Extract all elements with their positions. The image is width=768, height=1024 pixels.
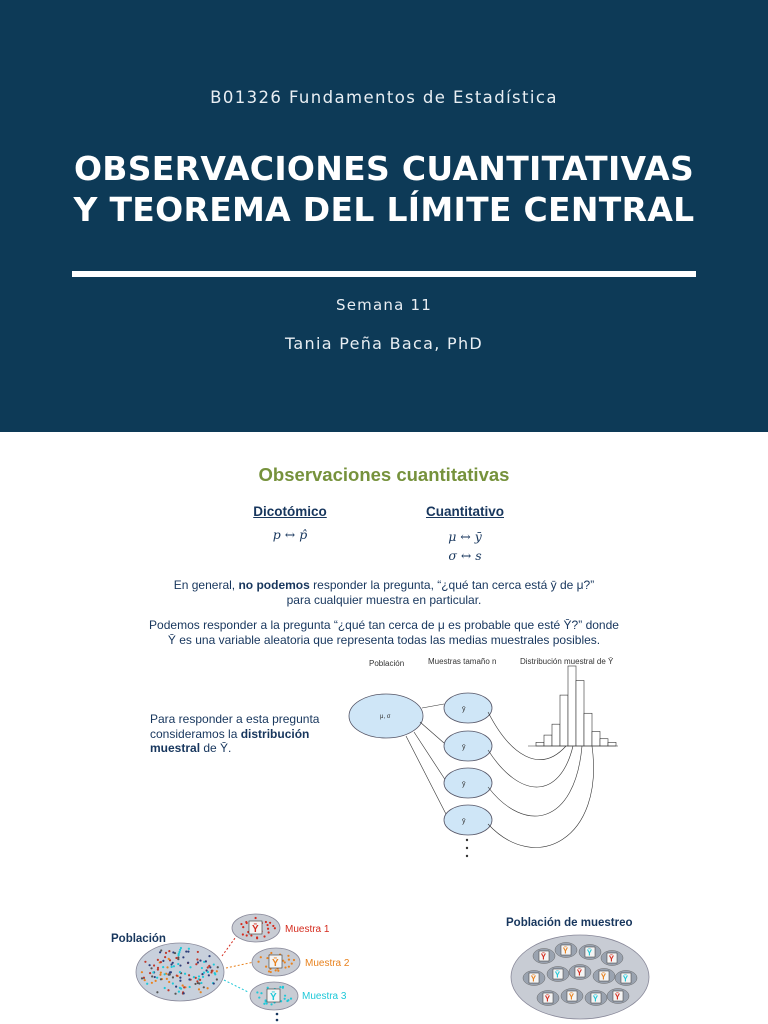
sample-ellipse — [444, 768, 492, 798]
title-line-1: OBSERVACIONES CUANTITATIVAS — [73, 149, 695, 188]
sampling-population-illustration — [508, 932, 652, 1022]
population-dot — [166, 966, 168, 968]
population-label: Población — [111, 933, 166, 945]
population-dot — [162, 966, 164, 968]
sample-dot — [256, 936, 258, 938]
population-dot — [188, 948, 190, 950]
label-population: Población — [369, 659, 405, 668]
sample-dot — [287, 999, 289, 1001]
sample-dot — [240, 923, 242, 925]
population-dot — [195, 963, 197, 965]
sample-dot — [279, 986, 281, 988]
population-dot — [202, 976, 204, 978]
sample-mean-glyph: Ȳ — [600, 972, 607, 982]
population-dot — [149, 972, 151, 974]
histogram-bar — [560, 695, 568, 746]
sample-mean-glyph: Ȳ — [562, 946, 569, 956]
sample-mean-glyph: Ȳ — [544, 994, 551, 1004]
population-dot — [171, 966, 173, 968]
note-text-a: Para responder a esta pregunta consideramos la — [150, 712, 320, 741]
sample-arrows — [222, 934, 254, 992]
population-dot — [164, 987, 166, 989]
para2-line2: Ȳ es una variable aleatoria que representa todas las medias muestrales posibles. — [167, 633, 601, 647]
population-dot — [198, 975, 200, 977]
sample-dot — [288, 966, 290, 968]
sample-dot — [284, 961, 286, 963]
sample-dot — [242, 933, 244, 935]
population-dot — [184, 973, 186, 975]
sample-mean: ȳ — [462, 706, 466, 713]
sample-mean: ȳ — [462, 744, 466, 751]
population-dot — [164, 956, 166, 958]
population-dot — [187, 951, 189, 953]
population-dot — [156, 977, 158, 979]
population-dot — [150, 967, 152, 969]
sample-dot — [274, 927, 276, 929]
continuation-dots — [466, 839, 468, 857]
title-slide — [0, 0, 768, 432]
para1-text-c: responder la pregunta, “¿qué tan cerca está ȳ de μ?” — [309, 578, 595, 592]
population-dot — [144, 979, 146, 981]
population-dot — [178, 953, 180, 955]
histogram-bar — [536, 742, 544, 746]
sample-2-mean: Ȳ — [272, 958, 279, 969]
population-dot — [160, 978, 162, 980]
population-params: μ, σ — [380, 714, 391, 720]
histogram — [536, 666, 616, 746]
sample-mean-glyph: Ȳ — [568, 992, 575, 1002]
sample-mean-glyph: Ȳ — [608, 954, 615, 964]
population-dot — [203, 986, 205, 988]
population-dot — [194, 983, 196, 985]
sample-dot — [266, 1002, 268, 1004]
population-dot — [187, 962, 189, 964]
sampling-distribution-note — [150, 712, 340, 756]
population-dot — [146, 983, 148, 985]
population-dot — [196, 958, 198, 960]
population-dot — [213, 963, 215, 965]
sample-2-label: Muestra 2 — [305, 958, 350, 969]
sample-dot — [290, 998, 292, 1000]
sample-dot — [258, 996, 260, 998]
sample-3-mean: Ȳ — [270, 992, 277, 1003]
population-dot — [183, 992, 185, 994]
sample-dot — [266, 957, 268, 959]
quantitative-heading: Cuantitativo — [425, 504, 504, 519]
sample-dot — [257, 961, 259, 963]
sample-dot — [284, 995, 286, 997]
population-dot — [144, 961, 146, 963]
sample-dot — [277, 970, 279, 972]
population-dot — [182, 984, 184, 986]
population-dot — [166, 978, 168, 980]
population-dot — [156, 991, 158, 993]
author-name: Tania Peña Baca, PhD — [284, 334, 484, 353]
population-dot — [159, 974, 161, 976]
population-dot — [199, 979, 201, 981]
population-dot — [172, 962, 174, 964]
course-code: B01326 Fundamentos de Estadística — [210, 88, 558, 107]
sampling-population-slide — [0, 872, 768, 1024]
sample-dot — [263, 1003, 265, 1005]
population-dot — [157, 959, 159, 961]
population-dot — [207, 966, 209, 968]
para1-text-a: En general, — [173, 578, 239, 592]
population-dot — [203, 972, 205, 974]
population-dot — [189, 966, 191, 968]
population-dot — [179, 987, 181, 989]
population-dot — [188, 978, 190, 980]
population-dot — [217, 966, 219, 968]
sample-dot — [268, 970, 270, 972]
population-dot — [174, 993, 176, 995]
sample-dot — [268, 931, 270, 933]
note-text-c: de Ȳ. — [200, 741, 232, 755]
sample-dot — [265, 966, 267, 968]
population-dot — [152, 971, 154, 973]
quantitative-observations-slide — [0, 432, 768, 872]
sample-mean-glyph: Ȳ — [622, 974, 629, 984]
dichotomous-heading: Dicotómico — [253, 504, 327, 519]
histogram-bar — [608, 742, 616, 746]
sample-dot — [267, 928, 269, 930]
para1-emphasis: no podemos — [238, 578, 310, 592]
population-dot — [168, 958, 170, 960]
population-dot — [188, 974, 190, 976]
population-dot — [208, 974, 210, 976]
population-dot — [168, 981, 170, 983]
sample-dot — [254, 917, 256, 919]
population-dot — [153, 964, 155, 966]
paragraph-general — [0, 578, 768, 608]
sample-dot — [246, 934, 248, 936]
population-dot — [162, 960, 164, 962]
population-dot — [143, 977, 145, 979]
population-dot — [179, 980, 181, 982]
sampling-distribution-diagram — [340, 650, 640, 872]
population-dot — [178, 990, 180, 992]
sample-ellipses — [444, 693, 492, 835]
population-dot — [175, 957, 177, 959]
sample-ellipse — [444, 731, 492, 761]
population-dot — [179, 977, 181, 979]
title-divider — [72, 271, 696, 277]
histogram-bar — [600, 739, 608, 746]
population-dot — [172, 982, 174, 984]
population-dot — [207, 987, 209, 989]
sample-dot — [291, 963, 293, 965]
sample-dot — [284, 998, 286, 1000]
population-dot — [214, 973, 216, 975]
slide-heading: Observaciones cuantitativas — [258, 464, 510, 485]
population-dot — [167, 989, 169, 991]
histogram-bar — [552, 724, 560, 746]
sample-dot — [266, 924, 268, 926]
population-dot — [189, 986, 191, 988]
population-dot — [180, 947, 182, 949]
population-dot — [169, 971, 171, 973]
population-dot — [177, 963, 179, 965]
para2-line1: Podemos responder a la pregunta “¿qué tan cerca de μ es probable que esté Ȳ?” donde — [149, 618, 619, 632]
sample-mean-glyph: Ȳ — [592, 994, 599, 1004]
population-dot — [199, 959, 201, 961]
sample-dot — [245, 921, 247, 923]
sample-mean-glyph: Ȳ — [576, 968, 583, 978]
sample-dot — [284, 966, 286, 968]
sample-dot — [265, 1000, 267, 1002]
population-dot — [183, 986, 185, 988]
sample-dot — [288, 959, 290, 961]
sample-dot — [260, 992, 262, 994]
population-dot — [160, 971, 162, 973]
sample-ellipse — [444, 805, 492, 835]
quantitative-relation-sd: σ ↔ s — [448, 548, 482, 563]
population-dot — [208, 955, 210, 957]
sample-3-label: Muestra 3 — [302, 991, 347, 1002]
population-dot — [154, 976, 156, 978]
sample-mean-glyph: Ȳ — [540, 952, 547, 962]
histogram-bar — [592, 731, 600, 746]
population-dot — [165, 952, 167, 954]
sample-dot — [270, 952, 272, 954]
population-dot — [151, 982, 153, 984]
sample-dot — [287, 955, 289, 957]
sample-dot — [256, 991, 258, 993]
sample-dot — [282, 960, 284, 962]
sample-ellipse — [444, 693, 492, 723]
population-dot — [179, 949, 181, 951]
sample-dot — [282, 987, 284, 989]
population-dot — [216, 970, 218, 972]
population-dot — [151, 975, 153, 977]
population-dot — [160, 949, 162, 951]
sample-mean: ȳ — [462, 781, 466, 788]
population-dot — [213, 982, 215, 984]
population-dot — [141, 977, 143, 979]
population-dot — [148, 964, 150, 966]
population-dot — [216, 978, 218, 980]
population-dot — [179, 971, 181, 973]
population-dot — [173, 965, 175, 967]
sampling-population-label: Población de muestreo — [506, 917, 633, 929]
sample-dot — [260, 956, 262, 958]
sample-dot — [280, 1000, 282, 1002]
population-dot — [164, 973, 166, 975]
label-samples: Muestras tamaño n — [428, 657, 497, 666]
sample-dot — [263, 935, 265, 937]
population-dot — [172, 976, 174, 978]
population-dot — [195, 977, 197, 979]
population-dot — [141, 971, 143, 973]
sample-mean: ȳ — [462, 818, 466, 825]
population-dot — [196, 980, 198, 982]
label-distribution: Distribución muestral de Ȳ — [520, 657, 614, 666]
population-dot — [208, 965, 210, 967]
quantitative-relation-mean: μ ↔ ȳ — [448, 529, 482, 544]
population-dot — [179, 964, 181, 966]
population-dot — [168, 950, 170, 952]
sample-mean-glyph: Ȳ — [554, 970, 561, 980]
population-dot — [176, 975, 178, 977]
population-dot — [207, 971, 209, 973]
population-dot — [205, 960, 207, 962]
histogram-bar — [584, 713, 592, 746]
sample-dot — [272, 925, 274, 927]
sample-mean-glyph: Ȳ — [614, 992, 621, 1002]
population-dot — [160, 961, 162, 963]
sample-dot — [275, 969, 277, 971]
continuation-dots — [276, 1013, 279, 1022]
histogram-bar — [576, 681, 584, 746]
population-dot — [169, 973, 171, 975]
population-dot — [200, 982, 202, 984]
population-dot — [198, 988, 200, 990]
para1-text-d: para cualquier muestra en particular. — [286, 593, 482, 607]
slide-title — [0, 148, 768, 230]
population-dot — [197, 961, 199, 963]
title-line-2: Y TEOREMA DEL LÍMITE CENTRAL — [73, 190, 695, 229]
population-dot — [200, 991, 202, 993]
paragraph-answerable — [0, 618, 768, 648]
sample-dot — [265, 921, 267, 923]
sample-dot — [269, 922, 271, 924]
histogram-bar — [544, 735, 552, 746]
note-emphasis: distribución muestral — [150, 726, 310, 755]
sample-1-mean: Ȳ — [252, 924, 259, 935]
sample-mean-glyph: Ȳ — [530, 974, 537, 984]
population-dot — [157, 968, 159, 970]
sample-dot — [293, 959, 295, 961]
dichotomous-relation: p ↔ p̂ — [272, 527, 308, 542]
population-dot — [177, 956, 179, 958]
population-dot — [159, 951, 161, 953]
population-dot — [197, 951, 199, 953]
population-dot — [182, 956, 184, 958]
population-dot — [174, 952, 176, 954]
histogram-bar — [568, 666, 576, 746]
sample-dot — [270, 1003, 272, 1005]
sample-1-label: Muestra 1 — [285, 924, 330, 935]
sample-mean-glyph: Ȳ — [586, 948, 593, 958]
week-label: Semana 11 — [336, 296, 432, 314]
sample-dot — [267, 987, 269, 989]
population-dot — [210, 971, 212, 973]
sample-dot — [242, 926, 244, 928]
population-dot — [155, 980, 157, 982]
population-dot — [201, 967, 203, 969]
population-dot — [175, 986, 177, 988]
population-dot — [185, 950, 187, 952]
